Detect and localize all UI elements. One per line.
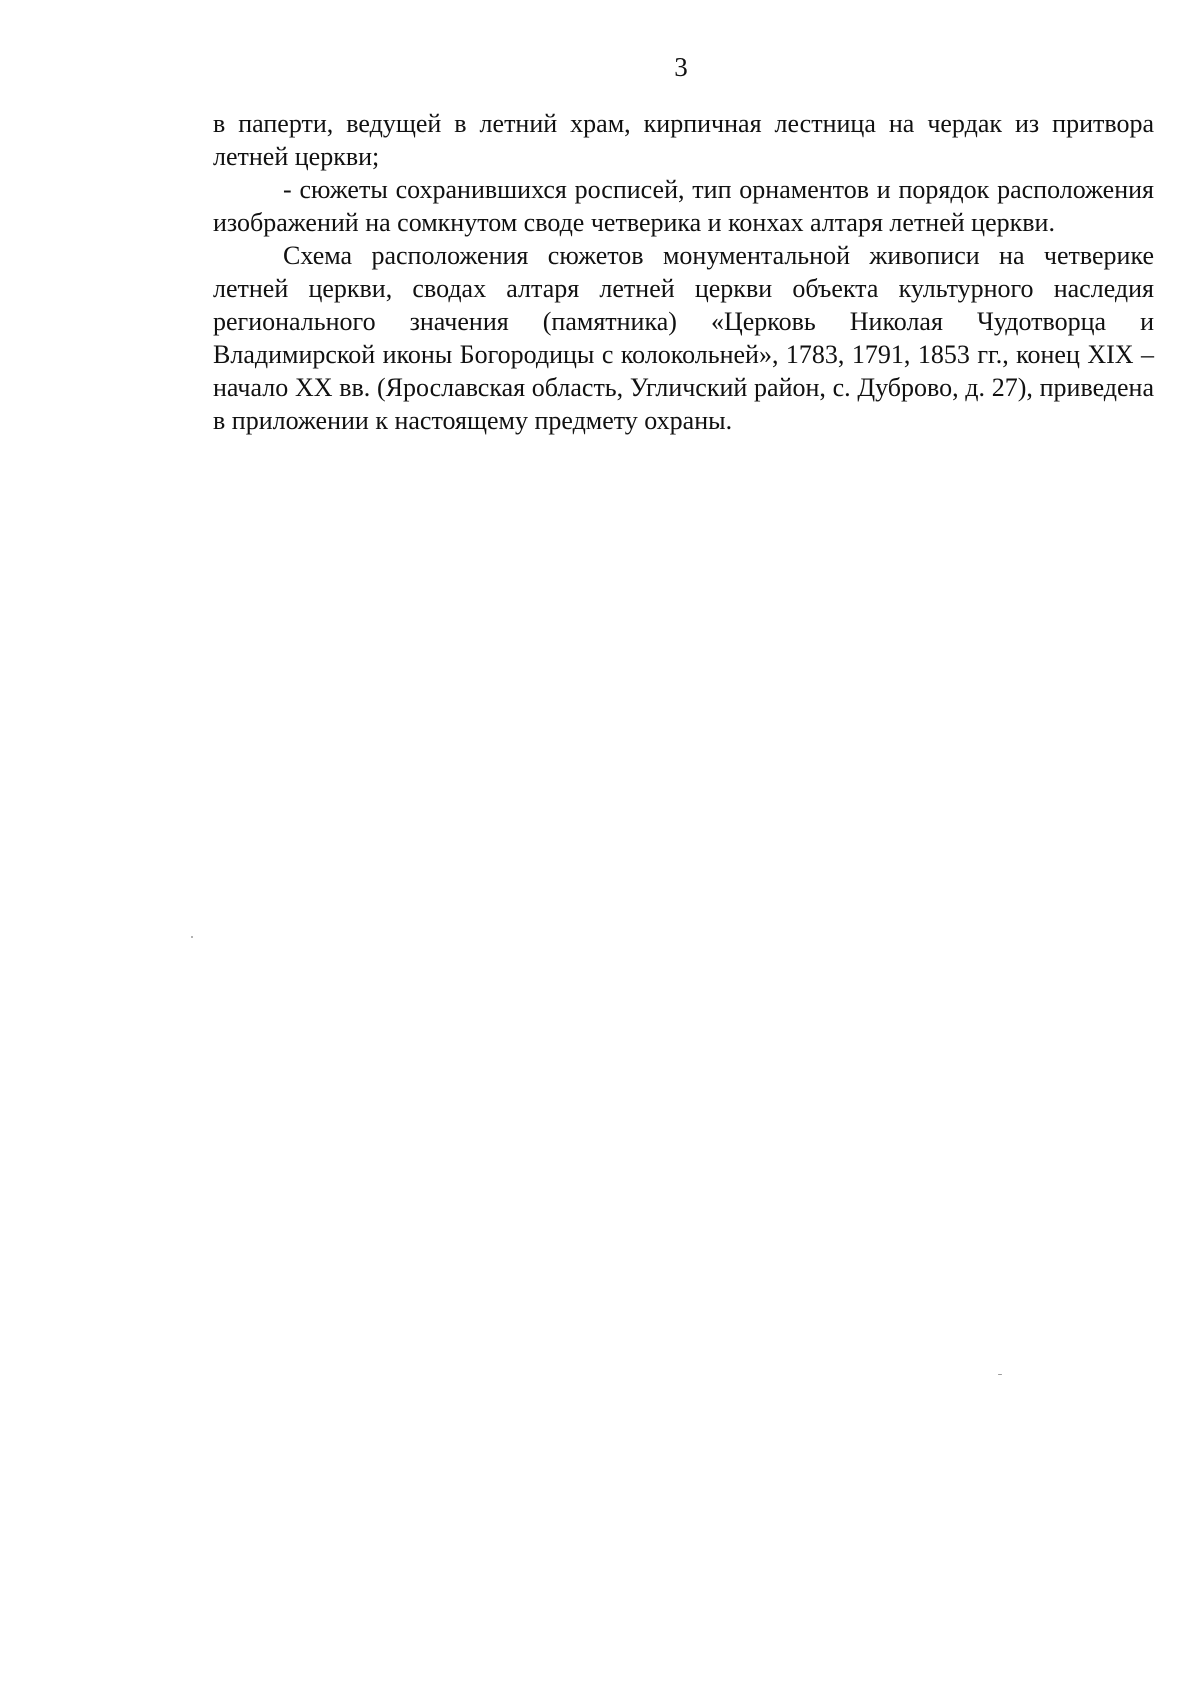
scan-speck xyxy=(191,936,193,938)
scan-speck xyxy=(998,1374,1002,1375)
paragraph-continuation: в паперти, ведущей в летний храм, кирпичная лестница на чердак из притвора летней церкви; xyxy=(213,109,1154,171)
paragraph-list-item: - сюжеты сохранившихся росписей, тип орнаментов и порядок расположения изображений на сомкнутом своде четверика и конхах алтаря летней церкви. xyxy=(213,175,1154,237)
paragraph-scheme-note: Схема расположения сюжетов монументальной живописи на четверике летней церкви, сводах алтаря летней церкви объекта культурного наследия регионального значения (памятника) «Церковь Николая Чудотворца и Владимирской иконы Богородицы с колокольней», 1783, 1791, 1853 гг., конец XIX – начало XX вв. (Ярославская область, Угличский район, с. Дуброво, д. 27), приведена в приложении к настоящему предмету охраны. xyxy=(213,241,1154,435)
page-number: 3 xyxy=(674,52,688,82)
body-text xyxy=(213,107,1154,437)
